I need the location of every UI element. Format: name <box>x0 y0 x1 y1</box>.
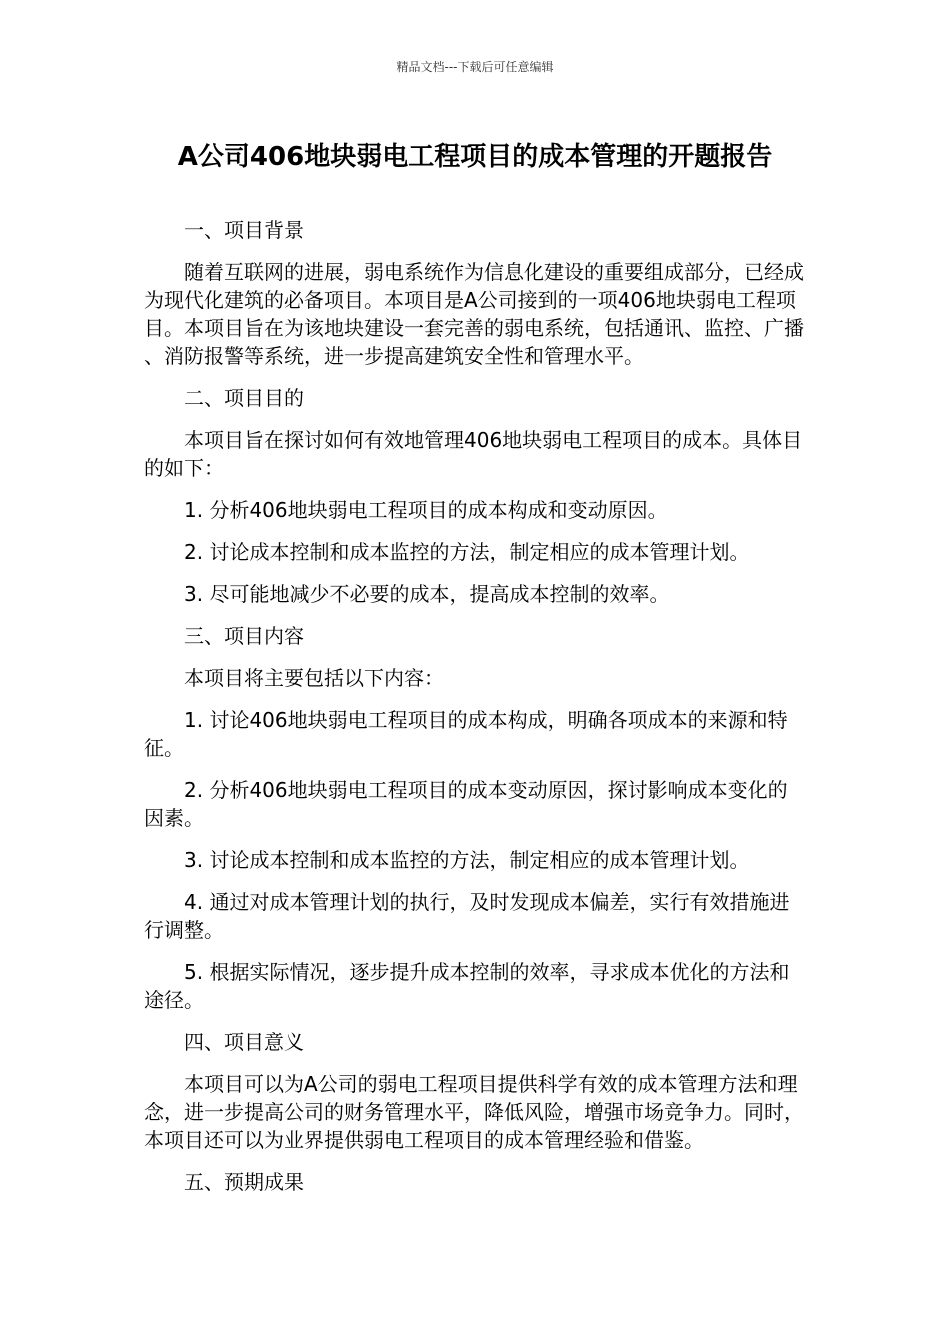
content-item-1: 1. 讨论406地块弱电工程项目的成本构成，明确各项成本的来源和特征。 <box>144 708 788 760</box>
paragraph-purpose-intro: 本项目旨在探讨如何有效地管理406地块弱电工程项目的成本。具体目的如下： <box>144 428 803 480</box>
document-body <box>144 216 806 1210</box>
paragraph-background: 随着互联网的进展，弱电系统作为信息化建设的重要组成部分，已经成为现代化建筑的必备项目。本项目是A公司接到的一项406地块弱电工程项目。本项目旨在为该地块建设一套完善的弱电系统，包括通讯、监控、广播、消防报警等系统，进一步提高建筑安全性和管理水平。 <box>144 260 804 368</box>
content-item-3: 3. 讨论成本控制和成本监控的方法，制定相应的成本管理计划。 <box>184 848 750 872</box>
paragraph-content-intro: 本项目将主要包括以下内容： <box>184 666 444 690</box>
section-heading-significance: 四、项目意义 <box>184 1030 304 1054</box>
section-heading-purpose: 二、项目目的 <box>184 386 304 410</box>
section-heading-expected-results: 五、预期成果 <box>184 1170 304 1194</box>
purpose-item-1: 1. 分析406地块弱电工程项目的成本构成和变动原因。 <box>184 498 668 522</box>
content-item-4: 4. 通过对成本管理计划的执行，及时发现成本偏差，实行有效措施进行调整。 <box>144 890 790 942</box>
document-title: A公司406地块弱电工程项目的成本管理的开题报告 <box>177 142 773 172</box>
section-heading-content: 三、项目内容 <box>184 624 304 648</box>
content-item-5: 5. 根据实际情况，逐步提升成本控制的效率，寻求成本优化的方法和途径。 <box>144 960 790 1012</box>
purpose-item-2: 2. 讨论成本控制和成本监控的方法，制定相应的成本管理计划。 <box>184 540 750 564</box>
paragraph-significance: 本项目可以为A公司的弱电工程项目提供科学有效的成本管理方法和理念，进一步提高公司的财务管理水平，降低风险，增强市场竞争力。同时，本项目还可以为业界提供弱电工程项目的成本管理经验和借鉴。 <box>144 1072 804 1152</box>
content-item-2: 2. 分析406地块弱电工程项目的成本变动原因，探讨影响成本变化的因素。 <box>144 778 788 830</box>
section-heading-background: 一、项目背景 <box>184 218 304 242</box>
purpose-item-3: 3. 尽可能地减少不必要的成本，提高成本控制的效率。 <box>184 582 670 606</box>
page-header-note: 精品文档---下载后可任意编辑 <box>396 60 554 74</box>
